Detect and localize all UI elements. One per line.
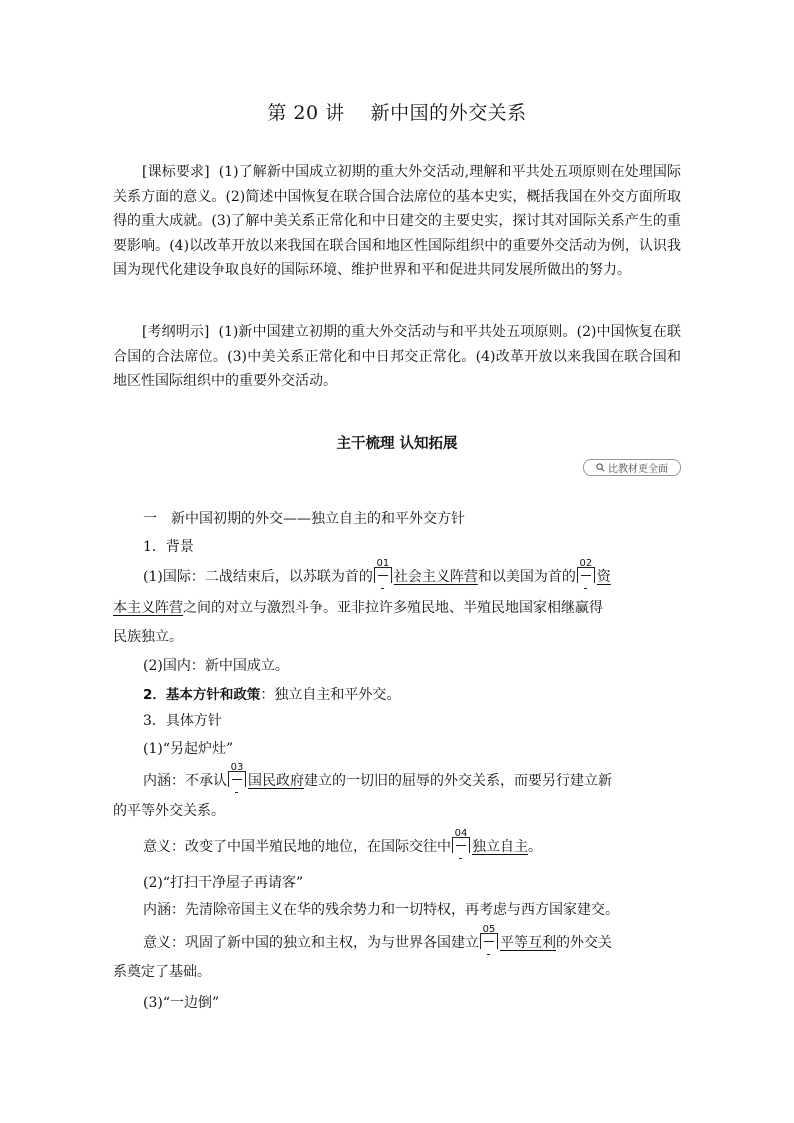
sub1-content-line-2: 的平等外交关系。 xyxy=(113,803,225,819)
search-icon xyxy=(596,463,605,472)
requirements-text: (1)了解新中国成立初期的重大外交活动,理解和平共处五项原则在处理国际关系方面的意义。(2)简述中国恢复在联合国合法席位的基本史实，概括我国在外交方面所取得的重大成就。(3)了解中美关系正常化和中日建交的主要史实，探讨其对国际关系产生的重要影响。(4)以改革开放以来我国在联合国和地区性国际组织中的重要外交活动为例，认识我国为现代化建设争取良好的国际环境、维护世界和平和促进共同发展所做出的努力。 xyxy=(113,164,681,278)
answer-marker-04 xyxy=(452,828,470,853)
sub2-meaning-line-2: 系奠定了基础。 xyxy=(113,964,211,980)
international-line-1 xyxy=(143,558,683,586)
sub2-content: 内涵：先清除帝国主义在华的残余势力和一切特权，再考虑与西方国家建交。 xyxy=(143,902,619,918)
heading-1: 一 新中国初期的外交——独立自主的和平外交方针 xyxy=(143,511,465,527)
marker-number: 01 xyxy=(376,558,390,569)
marker-number: 02 xyxy=(579,558,593,569)
domestic-line: (2)国内：新中国成立。 xyxy=(143,658,289,674)
international-line-3: 民族独立。 xyxy=(113,629,183,645)
international-line-2 xyxy=(113,597,683,617)
outline-text: (1)新中国建立初期的重大外交活动与和平共处五项原则。(2)中国恢复在联合国的合法席位。(3)中美关系正常化和中日邦交正常化。(4)改革开放以来我国在联合国和地区性国际组织中的重要外交活动。 xyxy=(113,324,681,389)
text-span: 意义：巩固了新中国的独立和主权，为与世界各国建立 xyxy=(143,935,479,951)
answer-04: 独立自主 xyxy=(472,839,528,855)
lecture-title: 新中国的外交关系 xyxy=(370,102,527,124)
text-span: 建立的一切旧的屈辱的外交关系，而要另行建立新 xyxy=(304,773,612,789)
text-span: (1)国际：二战结束后，以苏联为首的 xyxy=(143,569,373,585)
policy-label: 2．基本方针和政策 xyxy=(143,687,261,703)
sub-heading-2: (2)“打扫干净屋子再请客” xyxy=(143,875,304,891)
sub2-meaning-line-1 xyxy=(143,924,683,952)
sub1-meaning xyxy=(143,828,683,856)
marker-number: 04 xyxy=(454,828,468,839)
answer-02-part1: 资 xyxy=(596,569,611,585)
sub-heading-1: (1)“另起炉灶” xyxy=(143,741,234,757)
text-span: 之间的对立与激烈斗争。亚非拉许多殖民地、半殖民地国家相继赢得 xyxy=(183,600,603,616)
marker-number: 03 xyxy=(230,762,244,773)
text-span: 意义：改变了中国半殖民地的地位，在国际交往中 xyxy=(143,839,451,855)
marker-number: 05 xyxy=(482,924,496,935)
answer-marker-02 xyxy=(577,558,595,583)
text-span: 和以美国为首的 xyxy=(477,569,576,585)
item-specific: 3．具体方针 xyxy=(143,713,222,729)
answer-02-part2: 本主义阵营 xyxy=(113,600,183,616)
text-span: 的外交关 xyxy=(556,935,612,951)
answer-marker-05 xyxy=(480,924,498,949)
item-background: 1．背景 xyxy=(143,539,194,555)
answer-marker-03 xyxy=(228,762,246,787)
page-title xyxy=(0,98,794,125)
section-title: 主干梳理 认知拓展 xyxy=(336,436,458,452)
answer-05: 平等互利 xyxy=(500,935,556,951)
exam-outline xyxy=(113,320,681,394)
badge-label: 比教材更全面 xyxy=(608,464,668,475)
text-span: 内涵：不承认 xyxy=(143,773,227,789)
answer-01: 社会主义阵营 xyxy=(393,569,478,585)
policy-text: ：独立自主和平外交。 xyxy=(260,687,401,703)
lecture-number: 第 20 讲 xyxy=(267,102,345,124)
requirements-tag: [课标要求] xyxy=(142,164,210,180)
sub-heading-3: (3)“一边倒” xyxy=(143,995,220,1011)
outline-tag: [考纲明示] xyxy=(142,324,210,340)
item-policy xyxy=(143,683,683,704)
sub1-content-line-1 xyxy=(143,762,683,790)
text-span: 。 xyxy=(528,839,542,855)
textbook-badge[interactable] xyxy=(583,459,681,476)
curriculum-requirements xyxy=(113,160,681,283)
answer-marker-01 xyxy=(374,558,392,583)
answer-03: 国民政府 xyxy=(248,773,304,789)
